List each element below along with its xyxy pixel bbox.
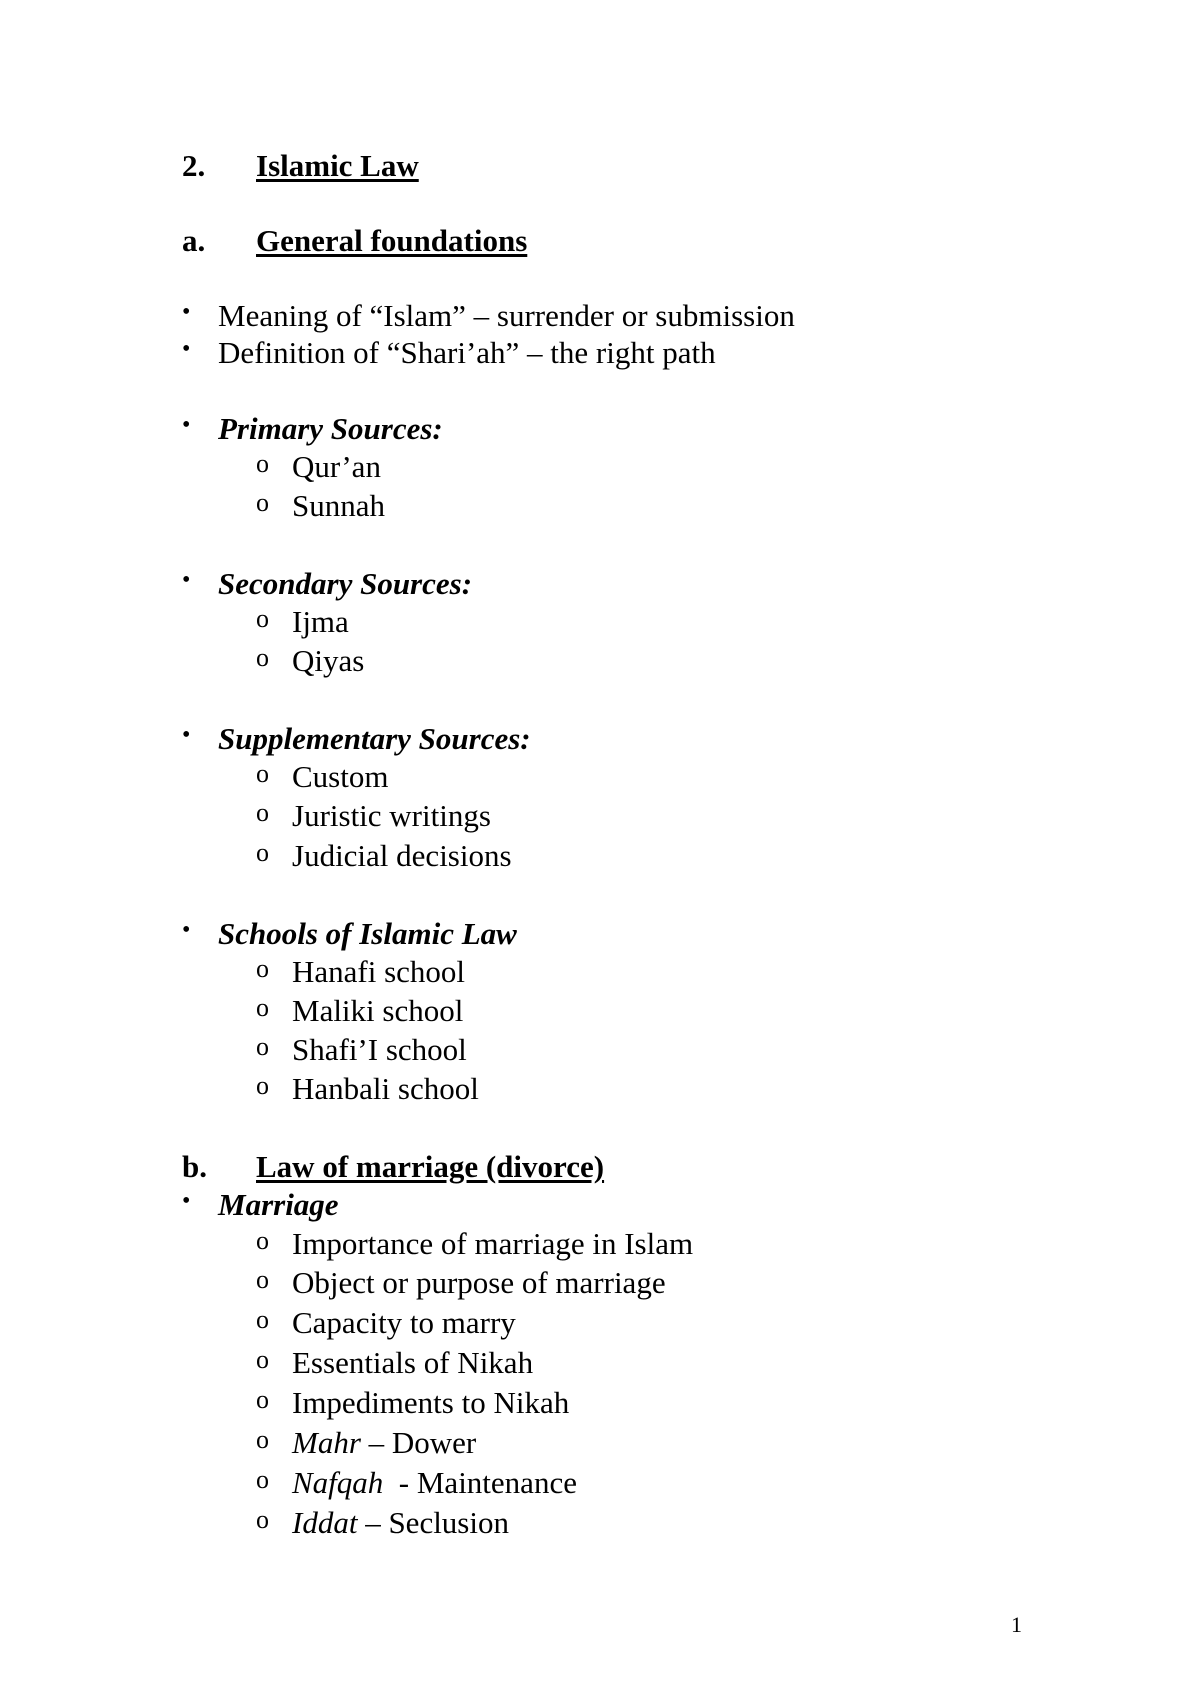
sub-bullet-marker: o xyxy=(256,1071,269,1100)
marriage-topic: Capacity to marry xyxy=(292,1305,516,1340)
sub-bullet-marker: o xyxy=(256,1265,269,1294)
sub-bullet-marker: o xyxy=(256,604,269,633)
page-number: 1 xyxy=(1011,1612,1022,1637)
subsection-a-letter: a. xyxy=(182,223,206,258)
school: Hanafi school xyxy=(292,954,466,989)
term-iddat: Iddat xyxy=(292,1505,358,1540)
term-mahr-gloss: – Dower xyxy=(360,1425,477,1460)
sub-bullet-marker: o xyxy=(256,488,269,517)
bullet-marker: • xyxy=(182,567,191,593)
supplementary-source: Juristic writings xyxy=(292,798,491,833)
primary-sources-heading: Primary Sources: xyxy=(218,411,443,446)
marriage-topic: Importance of marriage in Islam xyxy=(292,1226,694,1261)
supplementary-source: Custom xyxy=(292,759,389,794)
marriage-term xyxy=(292,1507,509,1538)
school: Maliki school xyxy=(292,993,464,1028)
secondary-source: Ijma xyxy=(292,604,349,639)
sub-bullet-marker: o xyxy=(256,1305,269,1334)
bullet-marker: • xyxy=(182,299,191,325)
school: Shafi’I school xyxy=(292,1032,467,1067)
marriage-heading: Marriage xyxy=(218,1187,339,1222)
bullet-marker: • xyxy=(182,917,191,943)
sub-bullet-marker: o xyxy=(256,954,269,983)
subsection-b-letter: b. xyxy=(182,1149,207,1184)
term-nafqah-gloss: - Maintenance xyxy=(383,1465,577,1500)
supplementary-sources-heading: Supplementary Sources: xyxy=(218,721,531,756)
sub-bullet-marker: o xyxy=(256,643,269,672)
sub-bullet-marker: o xyxy=(256,1505,269,1534)
term-mahr: Mahr xyxy=(292,1425,361,1460)
supplementary-source: Judicial decisions xyxy=(292,838,512,873)
subsection-b-title: Law of marriage (divorce) xyxy=(256,1149,605,1184)
sub-bullet-marker: o xyxy=(256,1425,269,1454)
subsection-a-title: General foundations xyxy=(256,223,528,258)
term-iddat-gloss: – Seclusion xyxy=(357,1505,509,1540)
school: Hanbali school xyxy=(292,1071,479,1106)
marriage-term xyxy=(292,1467,577,1498)
primary-source: Qur’an xyxy=(292,449,381,484)
primary-source: Sunnah xyxy=(292,488,385,523)
sub-bullet-marker: o xyxy=(256,1226,269,1255)
marriage-topic: Object or purpose of marriage xyxy=(292,1265,666,1300)
secondary-sources-heading: Secondary Sources: xyxy=(218,566,473,601)
sub-bullet-marker: o xyxy=(256,993,269,1022)
section-number: 2. xyxy=(182,148,206,183)
sub-bullet-marker: o xyxy=(256,1032,269,1061)
marriage-term xyxy=(292,1427,476,1458)
schools-heading: Schools of Islamic Law xyxy=(218,916,517,951)
marriage-topic: Impediments to Nikah xyxy=(292,1385,570,1420)
sub-bullet-marker: o xyxy=(256,798,269,827)
bullet-marker: • xyxy=(182,1188,191,1214)
sub-bullet-marker: o xyxy=(256,1465,269,1494)
sub-bullet-marker: o xyxy=(256,838,269,867)
bullet-marker: • xyxy=(182,412,191,438)
term-nafqah: Nafqah xyxy=(292,1465,384,1500)
bullet-marker: • xyxy=(182,722,191,748)
secondary-source: Qiyas xyxy=(292,643,365,678)
section-title: Islamic Law xyxy=(256,148,419,183)
definition-of-shariah: Definition of “Shari’ah” – the right path xyxy=(218,335,716,370)
meaning-of-islam: Meaning of “Islam” – surrender or submission xyxy=(218,298,795,333)
sub-bullet-marker: o xyxy=(256,1385,269,1414)
sub-bullet-marker: o xyxy=(256,1345,269,1374)
sub-bullet-marker: o xyxy=(256,449,269,478)
sub-bullet-marker: o xyxy=(256,759,269,788)
bullet-marker: • xyxy=(182,336,191,362)
marriage-topic: Essentials of Nikah xyxy=(292,1345,534,1380)
